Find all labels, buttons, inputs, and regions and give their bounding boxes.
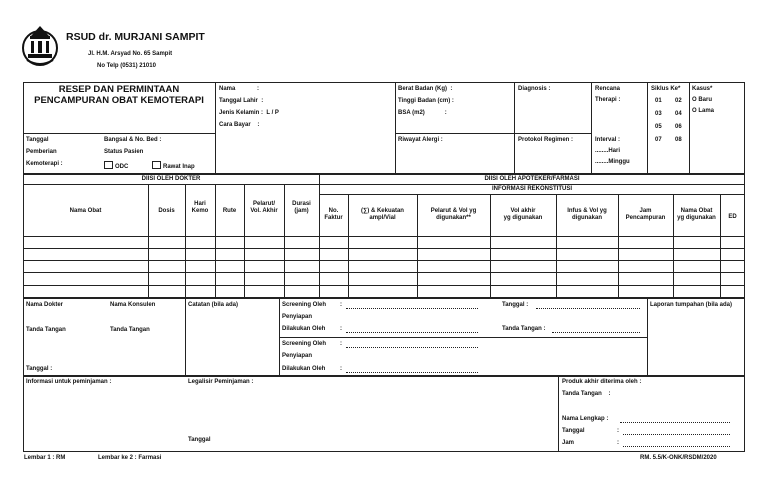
section-apoteker: DIISI OLEH APOTEKER/FARMASI [484, 176, 580, 182]
col-dosis: Dosis [158, 208, 175, 214]
siklus-02[interactable]: 02 [675, 98, 682, 104]
label-status-pasien: Status Pasien [104, 149, 144, 155]
field-bangsal[interactable]: Bangsal & No. Bed : [104, 137, 162, 143]
label-produk-akhir: Produk akhir diterima oleh : [562, 379, 642, 385]
col-pelarut-vol: Pelarut & Vol yg digunakan** [430, 208, 477, 221]
siklus-08[interactable]: 08 [675, 137, 682, 143]
col-infus: Infus & Vol yg digunakan [567, 208, 607, 221]
hospital-address: Jl. H.M. Arsyad No. 65 Sampit [88, 51, 173, 57]
col-pelarut: Pelarut/ Vol. Akhir [250, 201, 278, 214]
hospital-phone: No Telp (0531) 21010 [97, 63, 156, 69]
dotted-line-tanggal-apoteker[interactable] [536, 308, 640, 309]
label-tanggal: Tanggal [26, 137, 49, 143]
siklus-03[interactable]: 03 [655, 111, 662, 117]
label-ttd-dokter: Tanda Tangan [26, 327, 66, 333]
dotted-line-dilakukan-2[interactable] [346, 372, 478, 373]
form-title-line1: RESEP DAN PERMINTAAN [58, 84, 180, 95]
footer-lembar-2: Lembar ke 2 : Farmasi [98, 455, 162, 461]
footer-form-code: RM. 5.5/K-ONK/RSDM/2020 [640, 455, 717, 461]
col-durasi: Durasi (jam) [292, 201, 311, 214]
field-bsa[interactable]: BSA (m2) : [398, 110, 447, 116]
label-nama-dokter: Nama Dokter [26, 302, 64, 308]
label-informasi-peminjaman: Informasi untuk peminjaman : [26, 379, 112, 385]
dotted-line-ttd-apoteker[interactable] [552, 332, 640, 333]
label-screening-1: Screening Oleh [282, 302, 327, 308]
checkbox-odc[interactable]: ODC [104, 161, 128, 171]
hospital-logo [18, 24, 62, 68]
dotted-line-dilakukan-1[interactable] [346, 332, 478, 333]
field-interval[interactable]: Interval : [595, 137, 621, 143]
dotted-line-screening-1[interactable] [346, 308, 478, 309]
label-tanggal-penerima: Tanggal [562, 428, 585, 434]
col-jam: Jam Pencampuran [625, 208, 666, 221]
label-tanggal-legalisir: Tanggal [188, 437, 211, 443]
label-ttd-konsulen: Tanda Tangan [110, 327, 150, 333]
bottom-section [23, 376, 745, 452]
col-vol-akhir: Vol akhir yg digunakan [503, 208, 543, 221]
dotted-line-tanggal-penerima[interactable] [623, 434, 730, 435]
field-jenis-kelamin[interactable]: Jenis Kelamin : L / P [219, 110, 279, 116]
label-screening-2: Screening Oleh [282, 341, 327, 347]
label-nama-lengkap: Nama Lengkap : [562, 416, 609, 422]
checkbox-rawat-inap[interactable]: Rawat Inap [152, 161, 195, 171]
siklus-05[interactable]: 05 [655, 124, 662, 130]
hospital-name: RSUD dr. MURJANI SAMPIT [66, 31, 205, 43]
field-tinggi-badan[interactable]: Tinggi Badan (cm) : [398, 98, 454, 104]
field-nama[interactable]: Nama : [219, 86, 260, 92]
label-siklus: Siklus Ke* [651, 86, 681, 92]
colon-tanggal-penerima: : [617, 428, 619, 434]
colon-3: : [340, 341, 342, 347]
label-dilakukan-2: Dilakukan Oleh [282, 366, 326, 372]
col-kekuatan: (∑) & Kekuatan ampl/Vial [361, 208, 404, 221]
label-laporan-tumpahan: Laporan tumpahan (bila ada) [650, 302, 733, 308]
field-interval-hari[interactable]: ........Hari [595, 148, 621, 154]
label-jam-penerima: Jam [562, 440, 575, 446]
radio-kasus-lama[interactable]: O Lama [692, 108, 715, 114]
field-cara-bayar[interactable]: Cara Bayar : [219, 122, 260, 128]
label-dilakukan-1: Dilakukan Oleh [282, 326, 326, 332]
label-rencana: Rencana [595, 86, 621, 92]
dotted-line-nama-lengkap[interactable] [620, 422, 730, 423]
section-dokter: DIISI OLEH DOKTER [141, 176, 201, 182]
label-tanggal-dokter: Tanggal : [26, 366, 53, 372]
colon-4: : [340, 366, 342, 372]
label-penyiapan-1: Penyiapan [282, 314, 313, 320]
label-penyiapan-2: Penyiapan [282, 353, 313, 359]
colon-1: : [340, 302, 342, 308]
field-diagnosis[interactable]: Diagnosis : [518, 86, 551, 92]
siklus-01[interactable]: 01 [655, 98, 662, 104]
label-legalisir-peminjaman: Legalisir Peminjaman : [188, 379, 254, 385]
col-ed: ED [728, 214, 737, 220]
label-ttd-apoteker: Tanda Tangan : [502, 326, 546, 332]
col-rute: Rute [222, 208, 237, 214]
field-interval-minggu[interactable]: ........Minggu [595, 159, 630, 165]
label-catatan: Catatan (bila ada) [188, 302, 239, 308]
field-riwayat-alergi[interactable]: Riwayat Alergi : [398, 137, 443, 143]
dotted-line-jam-penerima[interactable] [623, 446, 730, 447]
checkbox-icon[interactable] [104, 161, 113, 169]
label-kemoterapi: Kemoterapi : [26, 161, 63, 167]
label-ttd-penerima: Tanda Tangan : [562, 391, 611, 397]
field-berat-badan[interactable]: Berat Badan (Kg) : [398, 86, 453, 92]
label-nama-konsulen: Nama Konsulen [110, 302, 156, 308]
section-rekonstitusi: INFORMASI REKONSTITUSI [491, 186, 572, 192]
checkbox-icon[interactable] [152, 161, 161, 169]
colon-jam-penerima: : [617, 440, 619, 446]
siklus-07[interactable]: 07 [655, 137, 662, 143]
footer-lembar-1: Lembar 1 : RM [24, 455, 66, 461]
col-no-faktur: No. Faktur [324, 208, 343, 221]
label-tanggal-apoteker: Tanggal : [502, 302, 529, 308]
label-pemberian: Pemberian [26, 149, 57, 155]
field-protokol-regimen[interactable]: Protokol Regimen : [518, 137, 574, 143]
col-nama-obat-digunakan: Nama Obat yg digunakan [677, 208, 716, 221]
siklus-06[interactable]: 06 [675, 124, 682, 130]
field-tanggal-lahir[interactable]: Tanggal Lahir : [219, 98, 264, 104]
label-therapi: Therapi : [595, 97, 621, 103]
siklus-04[interactable]: 04 [675, 111, 682, 117]
dotted-line-screening-2[interactable] [346, 347, 478, 348]
label-kasus: Kasus* [692, 86, 713, 92]
radio-kasus-baru[interactable]: O Baru [692, 97, 713, 103]
col-nama-obat: Nama Obat [69, 208, 102, 214]
form-title-line2: PENCAMPURAN OBAT KEMOTERAPI [34, 95, 204, 106]
col-hari-kemo: Hari Kemo [191, 201, 209, 214]
colon-2: : [340, 326, 342, 332]
